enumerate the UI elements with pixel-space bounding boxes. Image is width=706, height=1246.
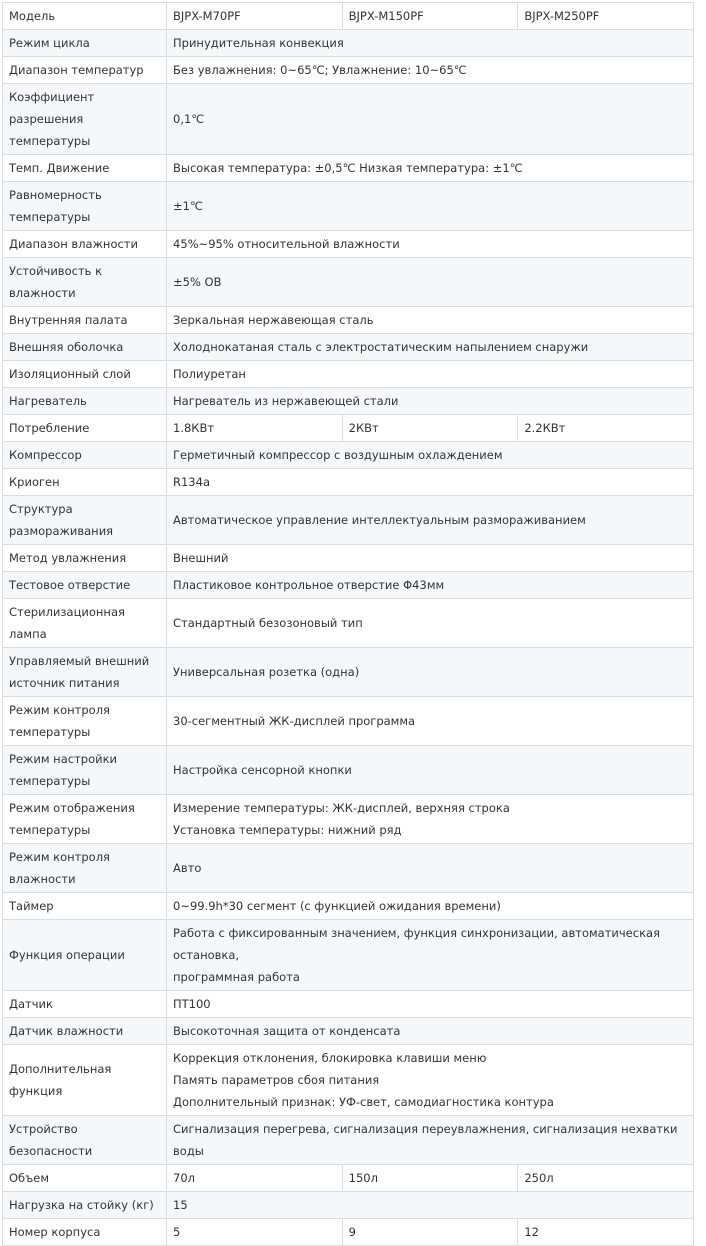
row-label: Компрессор: [3, 442, 167, 469]
table-row: [3, 496, 694, 545]
row-label-line: температуры: [9, 774, 91, 788]
row-label-line: источник питания: [9, 676, 120, 690]
row-label: Криоген: [3, 469, 167, 496]
row-value-cell: 2КВт: [342, 415, 518, 442]
row-value: ±1℃: [167, 182, 694, 231]
table-row: [3, 182, 694, 231]
table-row: [3, 361, 694, 388]
table-row: [3, 84, 694, 155]
row-label: Режим контроля влажности: [3, 844, 167, 893]
row-label: Датчик влажности: [3, 1018, 167, 1045]
row-value: Внешний: [167, 545, 694, 572]
row-label: Внутренняя палата: [3, 307, 167, 334]
table-row: [3, 572, 694, 599]
row-value: 45%~95% относительной влажности: [167, 231, 694, 258]
row-label-line: температуры: [9, 823, 91, 837]
row-label: Изоляционный слой: [3, 361, 167, 388]
row-value: Автоматическое управление интеллектуальным размораживанием: [167, 496, 694, 545]
row-label: [3, 746, 167, 795]
table-row: [3, 795, 694, 844]
row-value-line: Измерение температуры: ЖК-дисплей, верхняя строка: [173, 801, 510, 815]
table-row: [3, 258, 694, 307]
table-row: [3, 545, 694, 572]
table-row: [3, 1116, 694, 1165]
table-row: [3, 155, 694, 182]
row-value-line: Память параметров сбоя питания: [173, 1073, 380, 1087]
row-label: Номер корпуса: [3, 1219, 167, 1246]
table-row: [3, 1018, 694, 1045]
row-label: Диапазон температур: [3, 57, 167, 84]
table-row: [3, 415, 694, 442]
row-value: Высокая температура: ±0,5℃ Низкая температура: ±1℃: [167, 155, 694, 182]
row-value-cell: 9: [342, 1219, 518, 1246]
row-value: Авто: [167, 844, 694, 893]
table-row: [3, 648, 694, 697]
row-label: Объем: [3, 1165, 167, 1192]
table-row: [3, 469, 694, 496]
row-label-line: Режим отображения: [9, 801, 135, 815]
row-value: [167, 795, 694, 844]
row-value-cell: 70л: [167, 1165, 343, 1192]
row-value-cell: BJPX-M70PF: [167, 3, 343, 30]
specifications-table-body: [3, 3, 694, 1246]
row-value: Зеркальная нержавеющая сталь: [167, 307, 694, 334]
table-row: [3, 334, 694, 361]
row-value-line: программная работа: [173, 970, 300, 984]
row-label: Метод увлажнения: [3, 545, 167, 572]
row-value-line: Коррекция отклонения, блокировка клавиши меню: [173, 1051, 487, 1065]
table-row: [3, 844, 694, 893]
row-label: Устройство безопасности: [3, 1116, 167, 1165]
row-label-line: Коэффициент разрешения: [9, 90, 95, 126]
row-value: Настройка сенсорной кнопки: [167, 746, 694, 795]
row-label: Структура размораживания: [3, 496, 167, 545]
table-row: [3, 920, 694, 991]
row-label: [3, 648, 167, 697]
row-label-line: Управляемый внешний: [9, 654, 150, 668]
row-value-line: Установка температуры: нижний ряд: [173, 823, 402, 837]
row-label: Тестовое отверстие: [3, 572, 167, 599]
row-label: Устойчивость к влажности: [3, 258, 167, 307]
row-value-line: Работа с фиксированным значением, функция синхронизации, автоматическая остановка,: [173, 926, 660, 962]
row-value: Высокоточная защита от конденсата: [167, 1018, 694, 1045]
row-value: Полиуретан: [167, 361, 694, 388]
row-value: Сигнализация перегрева, сигнализация переувлажнения, сигнализация нехватки воды: [167, 1116, 694, 1165]
row-value: Без увлажнения: 0~65℃; Увлажнение: 10~65℃: [167, 57, 694, 84]
row-value-cell: BJPX-M250PF: [518, 3, 694, 30]
table-row: [3, 697, 694, 746]
row-label: Нагреватель: [3, 388, 167, 415]
row-value-cell: 5: [167, 1219, 343, 1246]
row-value-cell: BJPX-M150PF: [342, 3, 518, 30]
table-row: [3, 57, 694, 84]
table-row: [3, 1165, 694, 1192]
row-value-cell: 250л: [518, 1165, 694, 1192]
row-label: Дополнительная функция: [3, 1045, 167, 1116]
specifications-table: [2, 2, 694, 1246]
row-value: ±5% ОВ: [167, 258, 694, 307]
row-label: Потребление: [3, 415, 167, 442]
row-label: Датчик: [3, 991, 167, 1018]
row-label: Режим контроля температуры: [3, 697, 167, 746]
table-row: [3, 388, 694, 415]
row-label: Внешняя оболочка: [3, 334, 167, 361]
row-label: Функция операции: [3, 920, 167, 991]
row-label: Нагрузка на стойку (кг): [3, 1192, 167, 1219]
table-row: [3, 307, 694, 334]
table-row: [3, 30, 694, 57]
row-value-cell: 1.8КВт: [167, 415, 343, 442]
row-label: Темп. Движение: [3, 155, 167, 182]
row-value: Пластиковое контрольное отверстие Φ43мм: [167, 572, 694, 599]
table-row: [3, 991, 694, 1018]
row-label: Режим цикла: [3, 30, 167, 57]
row-value: 0~99.9h*30 сегмент (с функцией ожидания времени): [167, 893, 694, 920]
table-row: [3, 599, 694, 648]
table-row: [3, 746, 694, 795]
row-value: 15: [167, 1192, 694, 1219]
row-label: [3, 84, 167, 155]
row-label: Диапазон влажности: [3, 231, 167, 258]
row-label-line: Режим настройки: [9, 752, 117, 766]
row-value: ПТ100: [167, 991, 694, 1018]
row-value-line: Дополнительный признак: УФ-свет, самодиагностика контура: [173, 1095, 554, 1109]
row-label: Равномерность температуры: [3, 182, 167, 231]
row-label: Таймер: [3, 893, 167, 920]
table-row: [3, 1192, 694, 1219]
row-label: Стерилизационная лампа: [3, 599, 167, 648]
table-row: [3, 893, 694, 920]
table-row: [3, 1219, 694, 1246]
row-value: Нагреватель из нержавеющей стали: [167, 388, 694, 415]
row-value: [167, 1045, 694, 1116]
table-row: [3, 1045, 694, 1116]
row-value: Универсальная розетка (одна): [167, 648, 694, 697]
table-row: [3, 442, 694, 469]
row-value: 30-сегментный ЖК-дисплей программа: [167, 697, 694, 746]
row-label: Модель: [3, 3, 167, 30]
row-value: Принудительная конвекция: [167, 30, 694, 57]
row-value: 0,1℃: [167, 84, 694, 155]
row-value-cell: 2.2КВт: [518, 415, 694, 442]
table-row: [3, 231, 694, 258]
row-label: [3, 795, 167, 844]
row-value: Герметичный компрессор с воздушным охлаждением: [167, 442, 694, 469]
row-value-cell: 150л: [342, 1165, 518, 1192]
row-label-line: температуры: [9, 134, 91, 148]
row-value: R134a: [167, 469, 694, 496]
row-value: [167, 920, 694, 991]
row-value: Стандартный безозоновый тип: [167, 599, 694, 648]
row-value-cell: 12: [518, 1219, 694, 1246]
row-value: Холоднокатаная сталь с электростатическим напылением снаружи: [167, 334, 694, 361]
table-row: [3, 3, 694, 30]
